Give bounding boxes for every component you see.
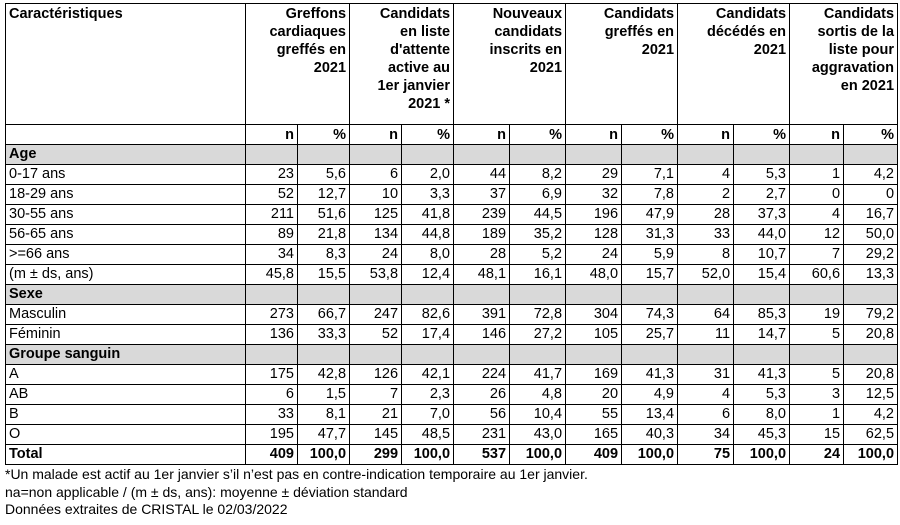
cell-percent: 62,5 (844, 425, 898, 445)
table-row (6, 245, 898, 265)
cell-percent (622, 285, 678, 305)
cell-count: 52 (350, 325, 402, 345)
cell-percent: 12,4 (402, 265, 454, 285)
cell-count: 304 (566, 305, 622, 325)
table-row (6, 405, 898, 425)
cell-percent: 2,7 (734, 185, 790, 205)
cell-percent: 5,3 (734, 165, 790, 185)
subheader-n: n (454, 125, 510, 145)
cell-percent (402, 345, 454, 365)
total-row (6, 445, 898, 465)
subheader-row (6, 125, 898, 145)
cell-percent: 85,3 (734, 305, 790, 325)
cell-percent: 6,9 (510, 185, 566, 205)
table-row (6, 165, 898, 185)
cell-percent: 66,7 (298, 305, 350, 325)
cell-count (678, 285, 734, 305)
cell-percent (298, 285, 350, 305)
cell-count: 20 (566, 385, 622, 405)
cell-percent: 10,7 (734, 245, 790, 265)
cell-count (566, 345, 622, 365)
cell-count: 53,8 (350, 265, 402, 285)
cell-percent (298, 145, 350, 165)
cell-percent: 21,8 (298, 225, 350, 245)
footnote-abbreviations: na=non applicable / (m ± ds, ans): moyenne ± déviation standard (5, 483, 408, 500)
cell-percent: 100,0 (734, 445, 790, 465)
cell-percent: 15,7 (622, 265, 678, 285)
row-label: A (6, 365, 246, 385)
cell-percent: 74,3 (622, 305, 678, 325)
cell-count (350, 145, 402, 165)
cell-percent: 10,4 (510, 405, 566, 425)
cell-count: 126 (350, 365, 402, 385)
subheader-pct: % (298, 125, 350, 145)
cell-count: 273 (246, 305, 298, 325)
cell-percent: 29,2 (844, 245, 898, 265)
cell-count: 64 (678, 305, 734, 325)
cell-count: 24 (566, 245, 622, 265)
cell-count (566, 145, 622, 165)
cell-count (790, 345, 844, 365)
cell-percent: 2,0 (402, 165, 454, 185)
cell-percent: 44,0 (734, 225, 790, 245)
footnote-data-source: Données extraites de CRISTAL le 02/03/2022 (5, 501, 288, 517)
cell-percent: 100,0 (622, 445, 678, 465)
cell-count: 8 (678, 245, 734, 265)
cell-count: 48,0 (566, 265, 622, 285)
cell-count: 19 (790, 305, 844, 325)
cell-count: 391 (454, 305, 510, 325)
cell-count: 28 (454, 245, 510, 265)
cell-percent (734, 285, 790, 305)
cell-percent: 5,2 (510, 245, 566, 265)
cell-percent: 48,5 (402, 425, 454, 445)
row-label: 0-17 ans (6, 165, 246, 185)
cell-percent: 31,3 (622, 225, 678, 245)
cell-count: 1 (790, 165, 844, 185)
cell-percent: 8,1 (298, 405, 350, 425)
cell-percent: 100,0 (844, 445, 898, 465)
cell-percent: 13,4 (622, 405, 678, 425)
section-row (6, 145, 898, 165)
cell-percent (510, 345, 566, 365)
row-label: O (6, 425, 246, 445)
cell-count: 31 (678, 365, 734, 385)
cell-percent: 72,8 (510, 305, 566, 325)
cell-count: 12 (790, 225, 844, 245)
cell-percent: 8,0 (402, 245, 454, 265)
cell-percent: 41,8 (402, 205, 454, 225)
cell-count: 409 (566, 445, 622, 465)
cell-percent (510, 285, 566, 305)
cell-count: 75 (678, 445, 734, 465)
subheader-n: n (350, 125, 402, 145)
cell-percent: 8,0 (734, 405, 790, 425)
cell-percent: 51,6 (298, 205, 350, 225)
cell-count: 34 (246, 245, 298, 265)
cell-percent: 2,3 (402, 385, 454, 405)
cell-count: 44 (454, 165, 510, 185)
cell-percent (622, 145, 678, 165)
cell-percent (844, 345, 898, 365)
cell-count: 169 (566, 365, 622, 385)
footnote-active-definition: *Un malade est actif au 1er janvier s’il n’est pas en contre-indication temporaire au 1er janvier. (5, 466, 588, 482)
row-label: AB (6, 385, 246, 405)
cell-count: 195 (246, 425, 298, 445)
cell-percent: 47,9 (622, 205, 678, 225)
subheader-pct: % (622, 125, 678, 145)
cell-count (790, 145, 844, 165)
row-label: B (6, 405, 246, 425)
subheader-pct: % (734, 125, 790, 145)
cell-percent: 7,1 (622, 165, 678, 185)
row-label: Masculin (6, 305, 246, 325)
row-label: 18-29 ans (6, 185, 246, 205)
cell-percent: 16,1 (510, 265, 566, 285)
cell-count: 125 (350, 205, 402, 225)
cell-percent: 42,8 (298, 365, 350, 385)
cell-count: 56 (454, 405, 510, 425)
cell-percent: 100,0 (510, 445, 566, 465)
cell-count: 89 (246, 225, 298, 245)
table-row (6, 385, 898, 405)
cell-count: 7 (350, 385, 402, 405)
cell-count (350, 345, 402, 365)
cell-count: 24 (350, 245, 402, 265)
row-label: Total (6, 445, 246, 465)
cell-percent: 4,8 (510, 385, 566, 405)
header-row (6, 4, 898, 125)
cell-percent: 20,8 (844, 325, 898, 345)
cell-count: 48,1 (454, 265, 510, 285)
cell-count: 189 (454, 225, 510, 245)
cell-percent (844, 145, 898, 165)
group-header-waiting-list: Candidats en liste d'attente active au 1er janvier 2021 * (350, 4, 454, 125)
table-row (6, 265, 898, 285)
cell-count (454, 145, 510, 165)
cell-percent (734, 145, 790, 165)
cell-percent: 14,7 (734, 325, 790, 345)
cell-count: 10 (350, 185, 402, 205)
cell-percent: 5,6 (298, 165, 350, 185)
cell-count: 128 (566, 225, 622, 245)
row-label: 56-65 ans (6, 225, 246, 245)
row-label: (m ± ds, ans) (6, 265, 246, 285)
row-label: 30-55 ans (6, 205, 246, 225)
cell-percent: 41,7 (510, 365, 566, 385)
cell-count: 29 (566, 165, 622, 185)
subheader-n: n (790, 125, 844, 145)
cell-count: 45,8 (246, 265, 298, 285)
row-label: >=66 ans (6, 245, 246, 265)
cell-percent: 79,2 (844, 305, 898, 325)
cell-percent: 100,0 (298, 445, 350, 465)
cell-count: 2 (678, 185, 734, 205)
cell-count: 537 (454, 445, 510, 465)
table-row (6, 305, 898, 325)
cell-count: 146 (454, 325, 510, 345)
subheader-n: n (566, 125, 622, 145)
characteristics-header: Caractéristiques (6, 4, 246, 125)
cell-count: 3 (790, 385, 844, 405)
cell-percent: 50,0 (844, 225, 898, 245)
cell-count (350, 285, 402, 305)
cell-percent: 4,2 (844, 405, 898, 425)
cell-percent: 45,3 (734, 425, 790, 445)
cell-count: 136 (246, 325, 298, 345)
cell-count: 11 (678, 325, 734, 345)
cell-percent: 47,7 (298, 425, 350, 445)
cell-percent: 5,3 (734, 385, 790, 405)
cell-count (246, 345, 298, 365)
cell-percent: 0 (844, 185, 898, 205)
cell-count: 33 (678, 225, 734, 245)
cell-count: 4 (790, 205, 844, 225)
cell-percent: 12,7 (298, 185, 350, 205)
group-header-grafts: Greffons cardiaques greffés en 2021 (246, 4, 350, 125)
cell-percent: 43,0 (510, 425, 566, 445)
cell-percent (402, 285, 454, 305)
group-header-removed-candidates: Candidats sortis de la liste pour aggravation en 2021 (790, 4, 898, 125)
group-header-deceased-candidates: Candidats décédés en 2021 (678, 4, 790, 125)
cell-count: 32 (566, 185, 622, 205)
section-row (6, 285, 898, 305)
group-header-grafted-candidates: Candidats greffés en 2021 (566, 4, 678, 125)
cell-percent: 17,4 (402, 325, 454, 345)
statistics-table-container (5, 3, 897, 519)
cell-count (790, 285, 844, 305)
cell-count: 37 (454, 185, 510, 205)
section-row (6, 345, 898, 365)
cell-percent: 5,9 (622, 245, 678, 265)
cell-count: 196 (566, 205, 622, 225)
cell-percent (734, 345, 790, 365)
cell-count (678, 145, 734, 165)
cell-percent: 3,3 (402, 185, 454, 205)
cell-count: 52,0 (678, 265, 734, 285)
cell-count: 15 (790, 425, 844, 445)
row-label: Sexe (6, 285, 246, 305)
cell-count: 231 (454, 425, 510, 445)
cell-count: 52 (246, 185, 298, 205)
cell-count (678, 345, 734, 365)
cell-percent: 1,5 (298, 385, 350, 405)
cell-count: 21 (350, 405, 402, 425)
cell-count: 24 (790, 445, 844, 465)
cell-percent: 35,2 (510, 225, 566, 245)
cell-percent: 41,3 (734, 365, 790, 385)
cell-count: 23 (246, 165, 298, 185)
cell-count: 7 (790, 245, 844, 265)
cell-percent: 27,2 (510, 325, 566, 345)
cell-count: 60,6 (790, 265, 844, 285)
cell-count: 247 (350, 305, 402, 325)
table-row (6, 225, 898, 245)
footnotes (5, 466, 897, 519)
row-label: Age (6, 145, 246, 165)
table-row (6, 185, 898, 205)
recipient-characteristics-table (5, 3, 898, 465)
cell-count (246, 145, 298, 165)
cell-percent (510, 145, 566, 165)
cell-count: 409 (246, 445, 298, 465)
cell-percent: 7,0 (402, 405, 454, 425)
cell-count: 211 (246, 205, 298, 225)
cell-count: 224 (454, 365, 510, 385)
cell-percent (402, 145, 454, 165)
cell-percent: 42,1 (402, 365, 454, 385)
cell-percent (622, 345, 678, 365)
subheader-n: n (678, 125, 734, 145)
group-header-new-candidates: Nouveaux candidats inscrits en 2021 (454, 4, 566, 125)
cell-count: 6 (246, 385, 298, 405)
cell-count: 175 (246, 365, 298, 385)
cell-percent: 20,8 (844, 365, 898, 385)
cell-percent: 37,3 (734, 205, 790, 225)
table-row (6, 205, 898, 225)
cell-percent: 15,4 (734, 265, 790, 285)
cell-percent: 44,5 (510, 205, 566, 225)
cell-count: 0 (790, 185, 844, 205)
cell-count (454, 345, 510, 365)
table-row (6, 425, 898, 445)
cell-count: 134 (350, 225, 402, 245)
cell-count: 28 (678, 205, 734, 225)
cell-percent: 8,2 (510, 165, 566, 185)
cell-percent: 33,3 (298, 325, 350, 345)
cell-count: 1 (790, 405, 844, 425)
cell-percent: 40,3 (622, 425, 678, 445)
subheader-pct: % (844, 125, 898, 145)
cell-count: 4 (678, 385, 734, 405)
subheader-n: n (246, 125, 298, 145)
cell-percent: 8,3 (298, 245, 350, 265)
cell-count (454, 285, 510, 305)
cell-percent: 12,5 (844, 385, 898, 405)
cell-count: 5 (790, 365, 844, 385)
row-label: Féminin (6, 325, 246, 345)
cell-percent (844, 285, 898, 305)
subheader-empty (6, 125, 246, 145)
cell-count: 26 (454, 385, 510, 405)
table-body (6, 145, 898, 465)
cell-percent: 16,7 (844, 205, 898, 225)
cell-count: 33 (246, 405, 298, 425)
subheader-pct: % (510, 125, 566, 145)
cell-count: 165 (566, 425, 622, 445)
cell-count: 6 (350, 165, 402, 185)
cell-percent: 44,8 (402, 225, 454, 245)
cell-percent: 100,0 (402, 445, 454, 465)
cell-count: 6 (678, 405, 734, 425)
subheader-pct: % (402, 125, 454, 145)
cell-percent: 82,6 (402, 305, 454, 325)
cell-count: 239 (454, 205, 510, 225)
cell-percent: 7,8 (622, 185, 678, 205)
cell-percent: 4,9 (622, 385, 678, 405)
cell-count: 105 (566, 325, 622, 345)
cell-percent (298, 345, 350, 365)
cell-count: 4 (678, 165, 734, 185)
cell-percent: 15,5 (298, 265, 350, 285)
cell-count: 5 (790, 325, 844, 345)
cell-percent: 41,3 (622, 365, 678, 385)
cell-count (246, 285, 298, 305)
cell-percent: 25,7 (622, 325, 678, 345)
row-label: Groupe sanguin (6, 345, 246, 365)
cell-percent: 13,3 (844, 265, 898, 285)
cell-count: 145 (350, 425, 402, 445)
cell-percent: 4,2 (844, 165, 898, 185)
cell-count: 34 (678, 425, 734, 445)
cell-count (566, 285, 622, 305)
cell-count: 299 (350, 445, 402, 465)
table-row (6, 325, 898, 345)
table-row (6, 365, 898, 385)
cell-count: 55 (566, 405, 622, 425)
